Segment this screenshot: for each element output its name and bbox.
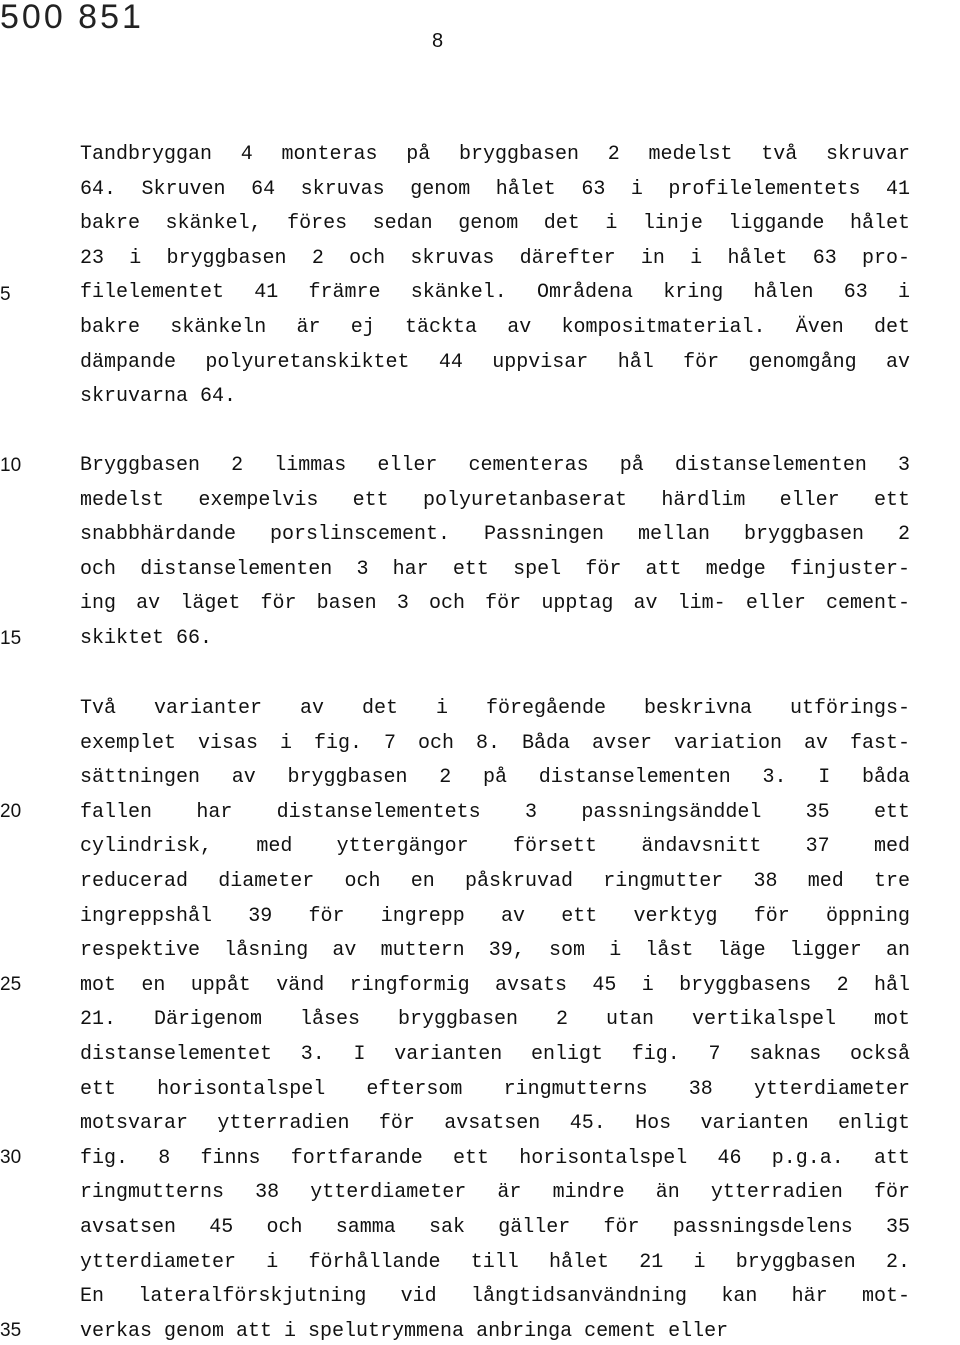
text-line: Två varianter av det i föregående beskrivna utförings-	[80, 697, 910, 720]
text-line: skruvarna 64.	[80, 385, 237, 409]
line-number: 5	[0, 284, 11, 305]
text-line: sättningen av bryggbasen 2 på distanselementen 3. I båda	[80, 766, 910, 790]
line-number: 25	[0, 974, 22, 995]
text-line: ytterdiameter i förhållande till hålet 21 i bryggbasen 2.	[80, 1250, 910, 1274]
text-line: En lateralförskjutning vid långtidsanvändning kan här mot-	[80, 1285, 910, 1309]
text-line: snabbhärdande porslinscement. Passningen mellan bryggbasen 2	[80, 523, 910, 547]
line-number: 10	[0, 455, 22, 476]
text-line: ringmutterns 38 ytterdiameter är mindre än ytterradien för	[80, 1181, 910, 1205]
text-line: bakre skänkeln är ej täckta av kompositmaterial. Även det	[80, 316, 910, 339]
text-line: ingreppshål 39 för ingrepp av ett verktyg för öppning	[80, 904, 910, 928]
text-line: ing av läget för basen 3 och för upptag av lim- eller cement-	[80, 592, 910, 616]
document-number: 500 851	[0, 0, 144, 36]
line-number: 20	[0, 801, 22, 822]
text-line: mot en uppåt vänd ringformig avsats 45 i bryggbasens 2 hål	[80, 973, 910, 997]
line-number: 15	[0, 628, 22, 649]
text-line: 64. Skruven 64 skruvas genom hålet 63 i profilelementets 41	[80, 177, 910, 201]
text-line: verkas genom att i spelutrymmena anbringa cement eller	[80, 1319, 729, 1343]
text-line: skiktet 66.	[80, 627, 213, 650]
text-line: fallen har distanselementets 3 passningsänddel 35 ett	[80, 800, 910, 824]
text-line: exemplet visas i fig. 7 och 8. Båda avser variation av fast-	[80, 731, 910, 755]
text-line: motsvarar ytterradien för avsatsen 45. Hos varianten enligt	[80, 1112, 910, 1136]
text-line: bakre skänkel, föres sedan genom det i linje liggande hålet	[80, 212, 910, 236]
text-line: ett horisontalspel eftersom ringmutterns 38 ytterdiameter	[80, 1077, 910, 1101]
text-line: 23 i bryggbasen 2 och skruvas därefter in i hålet 63 pro-	[80, 246, 910, 270]
text-line: och distanselementen 3 har ett spel för att medge finjuster-	[80, 557, 910, 581]
text-line: distanselementet 3. I varianten enligt fig. 7 saknas också	[80, 1043, 910, 1066]
text-line: 21. Därigenom låses bryggbasen 2 utan vertikalspel mot	[80, 1008, 910, 1032]
text-line: avsatsen 45 och samma sak gäller för passningsdelens 35	[80, 1216, 910, 1239]
text-line: fig. 8 finns fortfarande ett horisontalspel 46 p.g.a. att	[80, 1146, 910, 1170]
text-line: Tandbryggan 4 monteras på bryggbasen 2 medelst två skruvar	[80, 143, 910, 166]
line-number: 35	[0, 1320, 22, 1341]
text-line: filelementet 41 främre skänkel. Områdena kring hålen 63 i	[80, 281, 910, 305]
page-number: 8	[432, 30, 444, 52]
line-number: 30	[0, 1147, 22, 1168]
text-line: dämpande polyuretanskiktet 44 uppvisar hål för genomgång av	[80, 350, 910, 374]
text-line: medelst exempelvis ett polyuretanbaserat härdlim eller ett	[80, 488, 910, 512]
text-line: Bryggbasen 2 limmas eller cementeras på distanselementen 3	[80, 454, 910, 477]
text-line: cylindrisk, med yttergängor försett ändavsnitt 37 med	[80, 835, 910, 859]
text-line: respektive låsning av muttern 39, som i låst läge ligger an	[80, 939, 910, 963]
text-line: reducerad diameter och en påskruvad ringmutter 38 med tre	[80, 870, 910, 893]
